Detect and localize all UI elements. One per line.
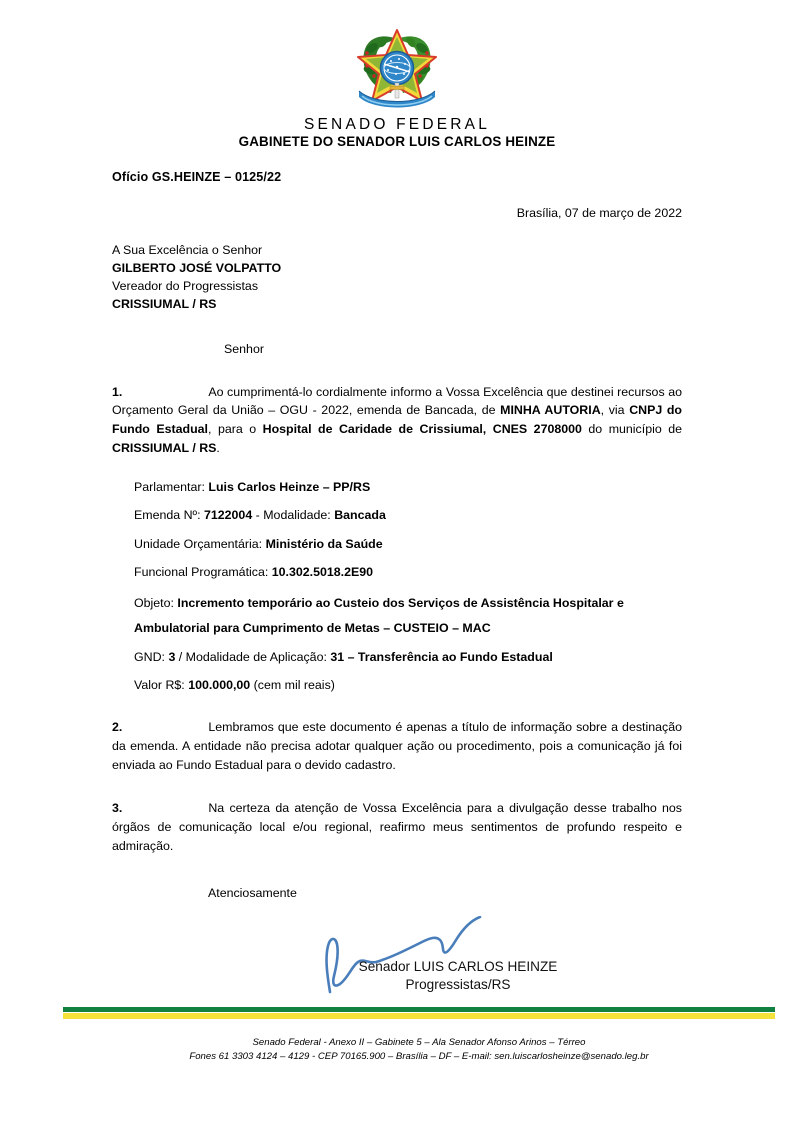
detail-gnd-label: GND: (134, 649, 165, 664)
signature-name-line-1: Senador LUIS CARLOS HEINZE (358, 959, 558, 975)
detail-objeto (134, 591, 682, 639)
detail-gnd (134, 648, 682, 666)
detail-modalidade-value: Bancada (334, 508, 386, 523)
detail-gnd-value: 3 (168, 649, 176, 664)
recipient-city-state: CRISSIUMAL / RS (112, 296, 217, 311)
paragraph-2 (112, 718, 682, 775)
paragraph-1-text-f: Hospital de Caridade de Crissiumal, CNES 2708000 (262, 422, 582, 437)
footer-bar-green (63, 1007, 775, 1012)
detail-funcional-programatica (134, 563, 682, 581)
amendment-details-list (112, 478, 682, 695)
office-name: GABINETE DO SENADOR LUIS CARLOS HEINZE (238, 134, 556, 150)
paragraph-1 (112, 383, 682, 458)
paragraph-1-text-g: do município de (581, 422, 683, 437)
signature-name-line-2: Progressistas/RS (405, 977, 511, 993)
signature-name-block (308, 958, 608, 994)
detail-unidade-value: Ministério da Saúde (265, 536, 383, 551)
paragraph-3-text: Na certeza da atenção de Vossa Excelência para a divulgação desse trabalho nos órgãos de comunicação local e/ou regional, reafirmo meus sentimentos de profundo respeito e admiração. (112, 800, 682, 853)
paragraph-1-text-e: , para o (208, 422, 263, 437)
footer-address-line: Senado Federal - Anexo II – Gabinete 5 – Ala Senador Afonso Arinos – Térreo (252, 1037, 586, 1048)
paragraph-1-text-c: , via (600, 403, 630, 418)
paragraph-1-text-i: . (216, 441, 220, 456)
signature-area (112, 916, 682, 994)
document-body (112, 168, 682, 994)
oficio-number: Ofício GS.HEINZE – 0125/22 (112, 170, 282, 184)
detail-parlamentar-label: Parlamentar: (134, 479, 205, 494)
detail-parlamentar (134, 478, 682, 496)
detail-aplicacao-label: / Modalidade de Aplicação: (178, 649, 327, 664)
organization-name: SENADO FEDERAL (303, 116, 491, 133)
detail-objeto-value: Incremento temporário ao Custeio dos Serviços de Assistência Hospitalar e Ambulatorial para Cumprimento de Metas – CUSTEIO – MAC (134, 596, 624, 635)
detail-emenda-label: Emenda Nº: (134, 508, 201, 523)
paragraph-1-number: 1. (112, 384, 123, 399)
paragraph-3 (112, 799, 682, 856)
paragraph-3-number: 3. (112, 800, 123, 815)
paragraph-2-number: 2. (112, 720, 123, 735)
detail-valor-value: 100.000,00 (188, 678, 251, 693)
paragraph-2-text: Lembramos que este documento é apenas a título de informação sobre a destinação da emenda. A entidade não precisa adotar qualquer ação ou procedimento, pois a comunicação já foi enviada ao Fundo Estadual para o devido cadastro. (112, 720, 682, 773)
paragraph-1-text-h: CRISSIUMAL / RS (112, 441, 217, 456)
brazil-coat-of-arms-icon (352, 22, 442, 114)
detail-modalidade-label: - Modalidade: (255, 508, 331, 523)
salutation: Senhor (224, 341, 264, 356)
detail-funcional-value: 10.302.5018.2E90 (271, 565, 374, 579)
footer-text (63, 1036, 775, 1064)
detail-unidade-orcamentaria (134, 535, 682, 553)
detail-funcional-label: Funcional Programática: (134, 565, 269, 579)
recipient-treatment: A Sua Excelência o Senhor (112, 242, 263, 257)
footer-bar-yellow (63, 1013, 775, 1019)
detail-emenda-value: 7122004 (203, 508, 253, 523)
detail-emenda (134, 506, 682, 524)
paragraph-1-text-d: CNPJ do Fundo Estadual (112, 403, 682, 437)
recipient-role: Vereador do Progressistas (112, 278, 259, 293)
paragraph-1-text-a: Ao cumprimentá-lo cordialmente informo a Vossa Excelência que destinei recursos ao Orçamento Geral da União – OGU - 2022, emenda de Bancada, de (112, 384, 682, 418)
footer (63, 1007, 775, 1064)
closing-salutation: Atenciosamente (208, 885, 297, 900)
recipient-name: GILBERTO JOSÉ VOLPATTO (112, 260, 282, 275)
paragraph-1-text-b: MINHA AUTORIA (500, 403, 601, 418)
detail-unidade-label: Unidade Orçamentária: (134, 536, 263, 551)
place-and-date: Brasília, 07 de março de 2022 (516, 205, 682, 220)
recipient-block (112, 241, 682, 313)
detail-valor-suffix: (cem mil reais) (253, 678, 335, 693)
detail-parlamentar-value: Luis Carlos Heinze – PP/RS (208, 479, 371, 494)
letterhead (0, 22, 794, 149)
footer-contact-line: Fones 61 3303 4124 – 4129 - CEP 70165.900 – Brasília – DF – E-mail: sen.luiscarlosheinze@senado.leg.br (189, 1050, 649, 1062)
detail-valor (134, 676, 682, 694)
detail-aplicacao-value: 31 – Transferência ao Fundo Estadual (330, 649, 553, 664)
detail-objeto-label: Objeto: (134, 596, 174, 611)
detail-valor-label: Valor R$: (134, 678, 185, 693)
